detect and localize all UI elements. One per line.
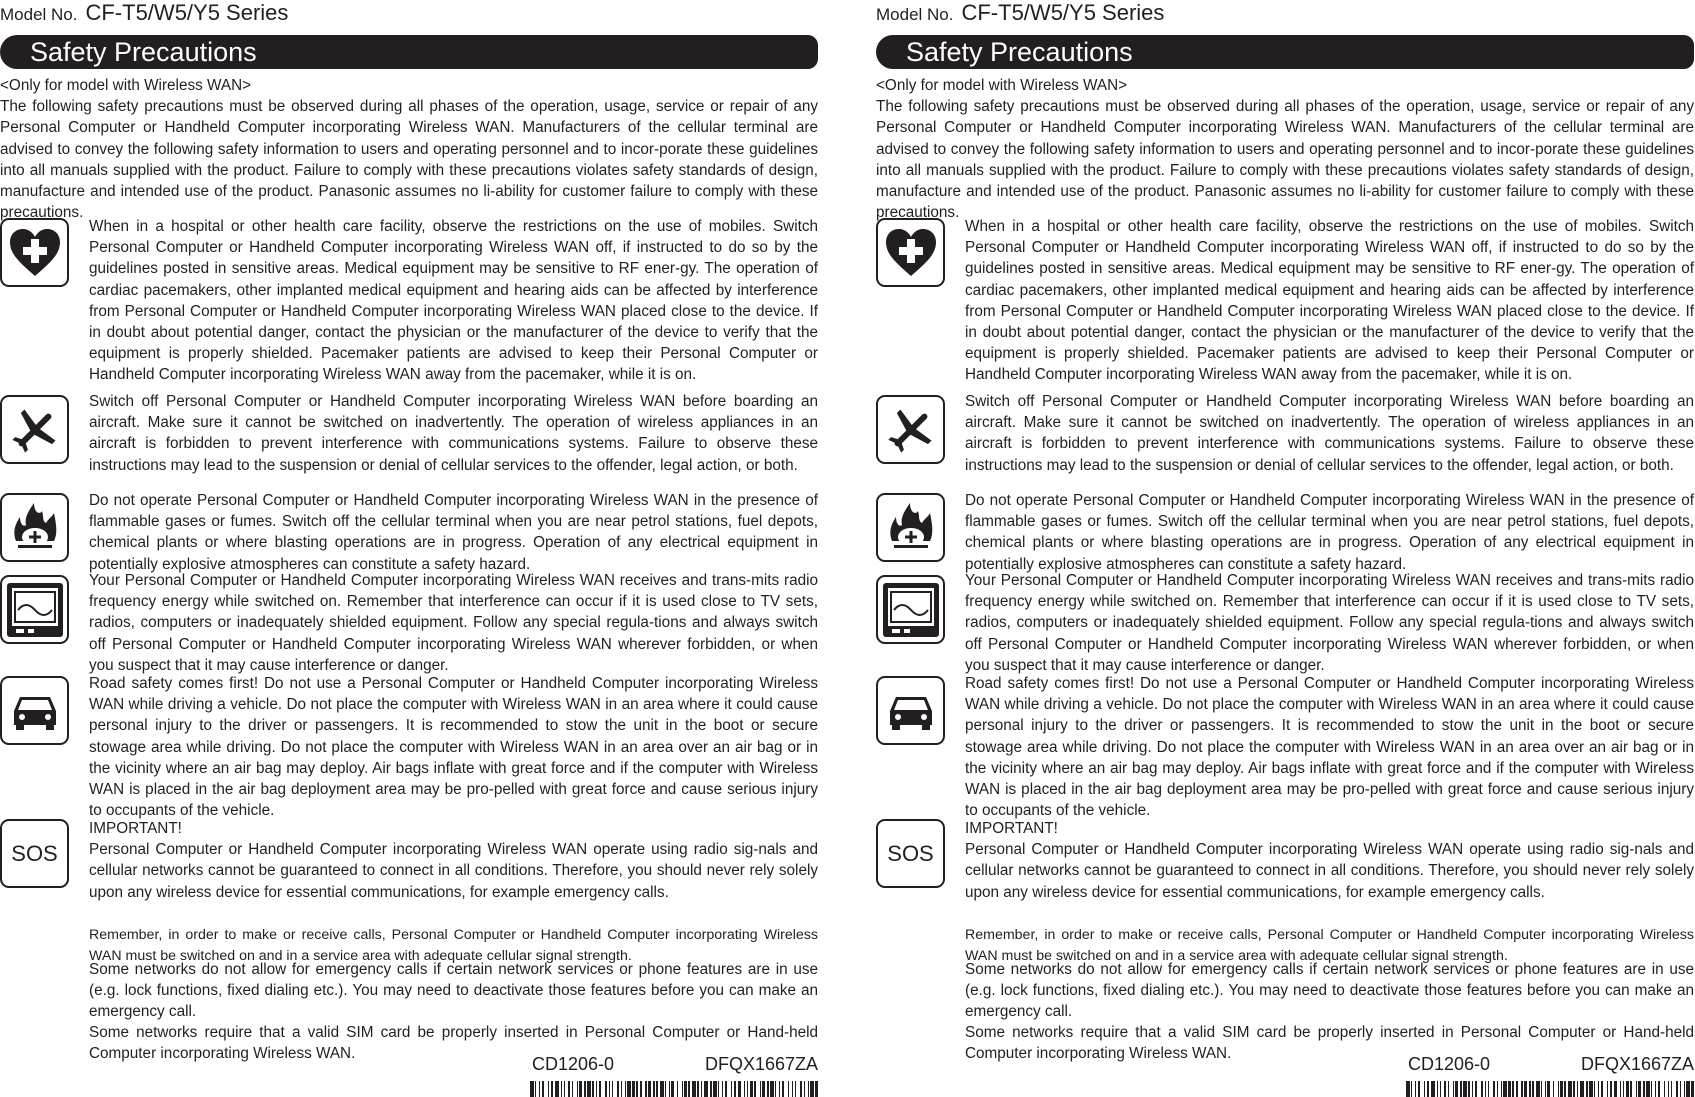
document-code: CD1206-0 xyxy=(1408,1054,1491,1074)
explosive-flame-icon xyxy=(0,493,69,562)
model-number xyxy=(0,0,288,26)
airplane-icon xyxy=(876,395,945,464)
section-important xyxy=(965,818,1694,903)
sos-label: SOS xyxy=(11,840,58,866)
important-networks: Some networks do not allow for emergency calls if certain network services or phone features are in use (e.g. lock functions, fixed dialing etc.). You may need to deactivate those features before you can make an emergency call. xyxy=(965,961,1694,1021)
page-title: Safety Precautions xyxy=(30,37,257,67)
model-label: Model No. xyxy=(0,5,78,24)
car-icon xyxy=(876,676,945,745)
sos-label: SOS xyxy=(887,840,934,866)
title-banner xyxy=(876,35,1694,69)
tv-icon xyxy=(0,575,69,644)
important-heading: IMPORTANT! xyxy=(965,820,1058,837)
intro-text: The following safety precautions must be observed during all phases of the operation, usage, service or repair of any Personal Computer or Handheld Computer incorporating Wireless WAN. Manufacturers of the cellular terminal are advised to convey the following safety information to users and operating personnel and to incor-porate these guidelines into all manuals supplied with the product. Failure to comply with these precautions violates safety standards of design, manufacture and intended use of the product. Panasonic assumes no li-ability for customer failure to comply with these precautions. xyxy=(876,98,1694,222)
important-sim: Some networks require that a valid SIM card be properly inserted in Personal Computer or Hand-held Computer incorporating Wireless WAN. xyxy=(965,1024,1694,1063)
section-medical: When in a hospital or other health care facility, observe the restrictions on the use of mobiles. Switch Personal Computer or Handheld Computer incorporating Wireless WAN off, if instructed to do so by the guidelines posted in sensitive areas. Medical equipment may be sensitive to RF ener-gy. The operation of cardiac pacemakers, other implanted medical equipment and hearing aids can be affected by interference from Personal Computer or Handheld Computer incorporating Wireless WAN placed close to the device. If in doubt about potential danger, contact the physician or the manufacturer of the device to verify that the equipment is properly shielded. Pacemaker patients are advised to keep their Personal Computer or Handheld Computer incorporating Wireless WAN away from the pacemaker, while it is on. xyxy=(89,218,818,384)
important-sim: Some networks require that a valid SIM card be properly inserted in Personal Computer or Hand-held Computer incorporating Wireless WAN. xyxy=(89,1024,818,1063)
intro-scope: <Only for model with Wireless WAN> xyxy=(876,77,1128,94)
important-remember: Remember, in order to make or receive calls, Personal Computer or Handheld Computer incorporating Wireless WAN must be switched on and in a service area with adequate cellular signal strength. xyxy=(965,927,1694,965)
model-number xyxy=(876,0,1164,26)
intro-scope: <Only for model with Wireless WAN> xyxy=(0,77,252,94)
document-code: CD1206-0 xyxy=(532,1054,615,1074)
barcode-bar xyxy=(1691,1081,1694,1097)
medical-heart-icon xyxy=(876,218,945,287)
important-networks: Some networks do not allow for emergency calls if certain network services or phone features are in use (e.g. lock functions, fixed dialing etc.). You may need to deactivate those features before you can make an emergency call. xyxy=(89,961,818,1021)
section-important xyxy=(89,818,818,903)
sos-icon xyxy=(0,819,69,888)
airplane-icon xyxy=(0,395,69,464)
section-aircraft: Switch off Personal Computer or Handheld Computer incorporating Wireless WAN before boarding an aircraft. Make sure it cannot be switched on inadvertently. The operation of wireless appliances in an aircraft is forbidden to prevent interference with communications systems. Failure to observe these instructions may lead to the suspension or denial of cellular services to the offender, legal action, or both. xyxy=(89,393,818,474)
model-series: CF-T5/W5/Y5 Series xyxy=(85,0,289,25)
medical-heart-icon xyxy=(0,218,69,287)
barcode xyxy=(1406,1081,1694,1097)
section-medical: When in a hospital or other health care facility, observe the restrictions on the use of mobiles. Switch Personal Computer or Handheld Computer incorporating Wireless WAN off, if instructed to do so by the guidelines posted in sensitive areas. Medical equipment may be sensitive to RF ener-gy. The operation of cardiac pacemakers, other implanted medical equipment and hearing aids can be affected by interference from Personal Computer or Handheld Computer incorporating Wireless WAN placed close to the device. If in doubt about potential danger, contact the physician or the manufacturer of the device to verify that the equipment is properly shielded. Pacemaker patients are advised to keep their Personal Computer or Handheld Computer incorporating Wireless WAN away from the pacemaker, while it is on. xyxy=(965,218,1694,384)
important-heading: IMPORTANT! xyxy=(89,820,182,837)
section-interference: Your Personal Computer or Handheld Computer incorporating Wireless WAN receives and trans-mits radio frequency energy while switched on. Remember that interference can occur if it is used close to TV sets, radios, computers or inadequately shielded equipment. Follow any special regula-tions and always switch off Personal Computer or Handheld Computer incorporating Wireless WAN wherever forbidden, or when you suspect that it may cause interference or danger. xyxy=(965,572,1694,674)
section-road-safety: Road safety comes first! Do not use a Personal Computer or Handheld Computer incorporating Wireless WAN while driving a vehicle. Do not place the computer with Wireless WAN in an area where it could cause personal injury to the driver or passengers. It is recommended to stow the unit in the boot or secure stowage area while driving. Do not place the computer with Wireless WAN in an area over an air bag or in the vicinity where an air bag may deploy. Air bags inflate with great force and if the computer with Wireless WAN is placed in the air bag deployment area may be pro-pelled with great force and cause serious injury to occupants of the vehicle. xyxy=(89,675,818,820)
part-number: DFQX1667ZA xyxy=(1580,1054,1694,1074)
section-explosive: Do not operate Personal Computer or Handheld Computer incorporating Wireless WAN in the presence of flammable gases or fumes. Switch off the cellular terminal when you are near petrol stations, fuel depots, chemical plants or where blasting operations are in progress. Operation of any electrical equipment in potentially explosive atmospheres can constitute a safety hazard. xyxy=(965,492,1694,573)
sos-icon xyxy=(876,819,945,888)
section-explosive: Do not operate Personal Computer or Handheld Computer incorporating Wireless WAN in the presence of flammable gases or fumes. Switch off the cellular terminal when you are near petrol stations, fuel depots, chemical plants or where blasting operations are in progress. Operation of any electrical equipment in potentially explosive atmospheres can constitute a safety hazard. xyxy=(89,492,818,573)
model-label: Model No. xyxy=(876,5,954,24)
section-aircraft: Switch off Personal Computer or Handheld Computer incorporating Wireless WAN before boarding an aircraft. Make sure it cannot be switched on inadvertently. The operation of wireless appliances in an aircraft is forbidden to prevent interference with communications systems. Failure to observe these instructions may lead to the suspension or denial of cellular services to the offender, legal action, or both. xyxy=(965,393,1694,474)
barcode-bar xyxy=(815,1081,818,1097)
section-interference: Your Personal Computer or Handheld Computer incorporating Wireless WAN receives and trans-mits radio frequency energy while switched on. Remember that interference can occur if it is used close to TV sets, radios, computers or inadequately shielded equipment. Follow any special regula-tions and always switch off Personal Computer or Handheld Computer incorporating Wireless WAN wherever forbidden, or when you suspect that it may cause interference or danger. xyxy=(89,572,818,674)
page-title: Safety Precautions xyxy=(906,37,1133,67)
intro xyxy=(0,75,818,223)
important-remember: Remember, in order to make or receive calls, Personal Computer or Handheld Computer incorporating Wireless WAN must be switched on and in a service area with adequate cellular signal strength. xyxy=(89,927,818,965)
important-text: Personal Computer or Handheld Computer incorporating Wireless WAN operate using radio sig-nals and cellular networks cannot be guaranteed to connect in all conditions. Therefore, you should never rely solely upon any wireless device for essential communications, for example emergency calls. xyxy=(965,841,1694,901)
barcode xyxy=(530,1081,818,1097)
section-road-safety: Road safety comes first! Do not use a Personal Computer or Handheld Computer incorporating Wireless WAN while driving a vehicle. Do not place the computer with Wireless WAN in an area where it could cause personal injury to the driver or passengers. It is recommended to stow the unit in the boot or secure stowage area while driving. Do not place the computer with Wireless WAN in an area over an air bag or in the vicinity where an air bag may deploy. Air bags inflate with great force and if the computer with Wireless WAN is placed in the air bag deployment area may be pro-pelled with great force and cause serious injury to occupants of the vehicle. xyxy=(965,675,1694,820)
intro xyxy=(876,75,1694,223)
model-series: CF-T5/W5/Y5 Series xyxy=(961,0,1165,25)
title-banner xyxy=(0,35,818,69)
important-text: Personal Computer or Handheld Computer incorporating Wireless WAN operate using radio sig-nals and cellular networks cannot be guaranteed to connect in all conditions. Therefore, you should never rely solely upon any wireless device for essential communications, for example emergency calls. xyxy=(89,841,818,901)
tv-icon xyxy=(876,575,945,644)
page-column xyxy=(876,0,1694,1097)
part-number: DFQX1667ZA xyxy=(704,1054,818,1074)
intro-text: The following safety precautions must be observed during all phases of the operation, usage, service or repair of any Personal Computer or Handheld Computer incorporating Wireless WAN. Manufacturers of the cellular terminal are advised to convey the following safety information to users and operating personnel and to incor-porate these guidelines into all manuals supplied with the product. Failure to comply with these precautions violates safety standards of design, manufacture and intended use of the product. Panasonic assumes no li-ability for customer failure to comply with these precautions. xyxy=(0,98,818,222)
explosive-flame-icon xyxy=(876,493,945,562)
car-icon xyxy=(0,676,69,745)
page-column xyxy=(0,0,818,1097)
